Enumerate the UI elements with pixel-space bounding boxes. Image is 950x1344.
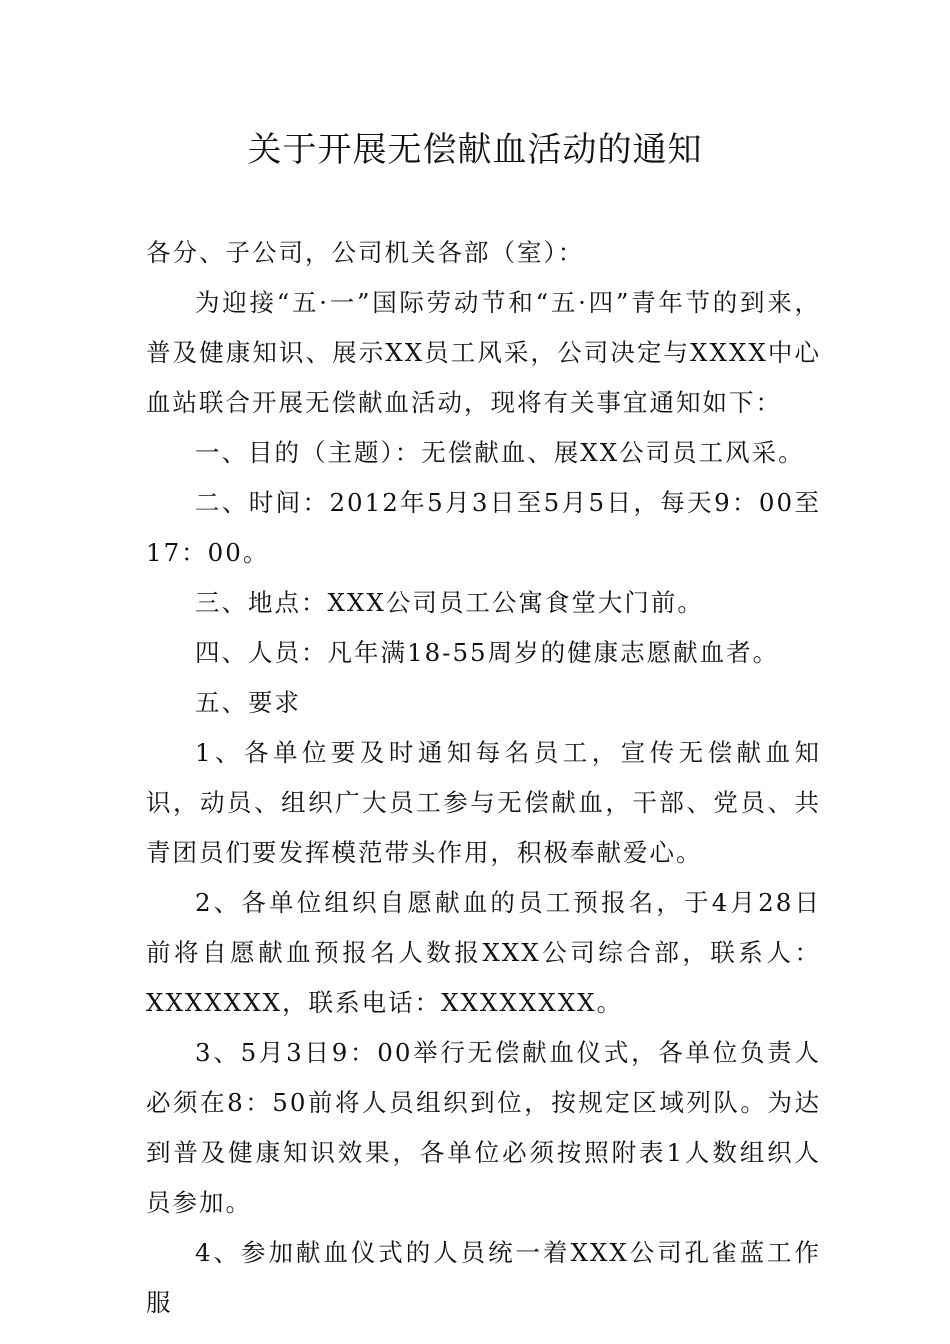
section-personnel: 四、人员：凡年满18-55周岁的健康志愿献血者。 (195, 638, 780, 667)
requirement-3: 3、5月3日9：00举行无偿献血仪式，各单位负责人必须在8：50前将人员组织到位，按规定区域列队。为达到普及健康知识效果，各单位必须按照附表1人数组织人员参加。 (146, 1038, 821, 1217)
section-time: 二、时间：2012年5月3日至5月5日，每天9：00至17：00。 (146, 488, 821, 567)
requirement-1: 1、各单位要及时通知每名员工，宣传无偿献血知识，动员、组织广大员工参与无偿献血，干部、党员、共青团员们要发挥模范带头作用，积极奉献爱心。 (146, 738, 821, 867)
document-title: 关于开展无偿献血活动的通知 (247, 130, 703, 170)
requirement-2: 2、各单位组织自愿献血的员工预报名，于4月28日前将自愿献血预报名人数报XXX公司综合部，联系人：XXXXXXX，联系电话：XXXXXXXX。 (146, 888, 821, 1017)
intro-paragraph: 为迎接“五·一”国际劳动节和“五·四”青年节的到来，普及健康知识、展示XX员工风采，公司决定与XXXX中心血站联合开展无偿献血活动，现将有关事宜通知如下： (146, 288, 821, 417)
section-location: 三、地点：XXX公司员工公寓食堂大门前。 (195, 588, 704, 617)
section-purpose: 一、目的（主题）：无偿献血、展XX公司员工风采。 (195, 438, 805, 467)
section-requirements-heading: 五、要求 (195, 688, 301, 717)
requirement-4: 4、参加献血仪式的人员统一着XXX公司孔雀蓝工作服 (146, 1238, 821, 1317)
document-body (146, 228, 821, 1328)
salutation: 各分、子公司，公司机关各部（室）： (146, 238, 585, 267)
